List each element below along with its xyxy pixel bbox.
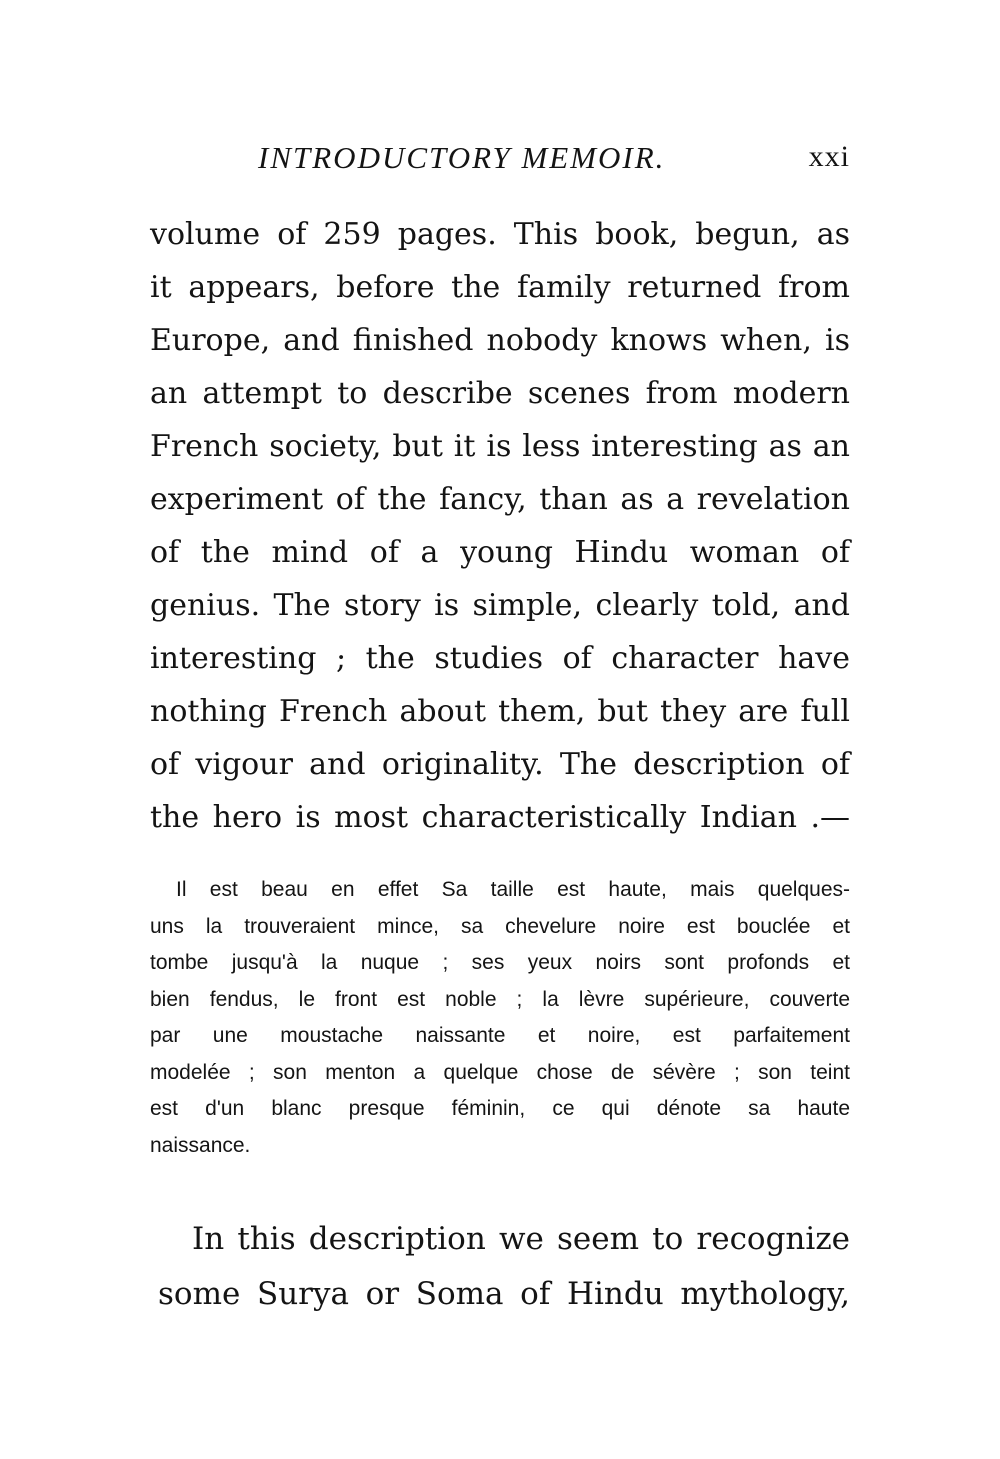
- text-line: of the mind of a young Hindu woman of: [150, 535, 850, 570]
- continuation-paragraph: [150, 1212, 850, 1322]
- running-head: [150, 140, 850, 190]
- text-line: it appears, before the family returned from: [150, 270, 850, 305]
- quote-line: par une moustache naissante et noire, est parfaitement: [150, 1024, 850, 1047]
- text-line: volume of 259 pages. This book, begun, as: [150, 217, 850, 252]
- quote-line: Il est beau en effet Sa taille est haute, mais quelques-: [176, 878, 850, 901]
- text-line: genius. The story is simple, clearly told, and: [150, 588, 850, 623]
- quote-line: bien fendus, le front est noble ; la lèvre supérieure, couverte: [150, 987, 850, 1011]
- text-line: some Surya or Soma of Hindu mythology,: [158, 1276, 850, 1312]
- text-line: of vigour and originality. The description of: [150, 747, 850, 782]
- quote-line: modelée ; son menton a quelque chose de sévère ; son teint: [150, 1060, 850, 1084]
- quote-line: naissance.: [150, 1133, 251, 1157]
- text-line: experiment of the fancy, than as a revelation: [150, 482, 850, 517]
- quote-line: tombe jusqu'à la nuque ; ses yeux noirs sont profonds et: [150, 951, 850, 974]
- text-line: Europe, and finished nobody knows when, is: [150, 323, 850, 358]
- text-line: In this description we seem to recognize: [192, 1221, 850, 1257]
- page-number: xxi: [808, 140, 850, 173]
- running-title: INTRODUCTORY MEMOIR.: [258, 140, 666, 175]
- main-paragraph: [150, 208, 850, 844]
- text-line: interesting ; the studies of character have: [150, 641, 850, 676]
- quote-line: uns la trouveraient mince, sa chevelure noire est bouclée et: [150, 914, 850, 938]
- text-line: an attempt to describe scenes from modern: [150, 376, 850, 411]
- quote-line: est d'un blanc presque féminin, ce qui dénote sa haute: [150, 1097, 850, 1120]
- text-line: nothing French about them, but they are full: [150, 694, 850, 729]
- text-line: French society, but it is less interesting as an: [150, 429, 850, 464]
- text-line: the hero is most characteristically Indian .—: [150, 800, 850, 835]
- french-quotation: [150, 872, 850, 1164]
